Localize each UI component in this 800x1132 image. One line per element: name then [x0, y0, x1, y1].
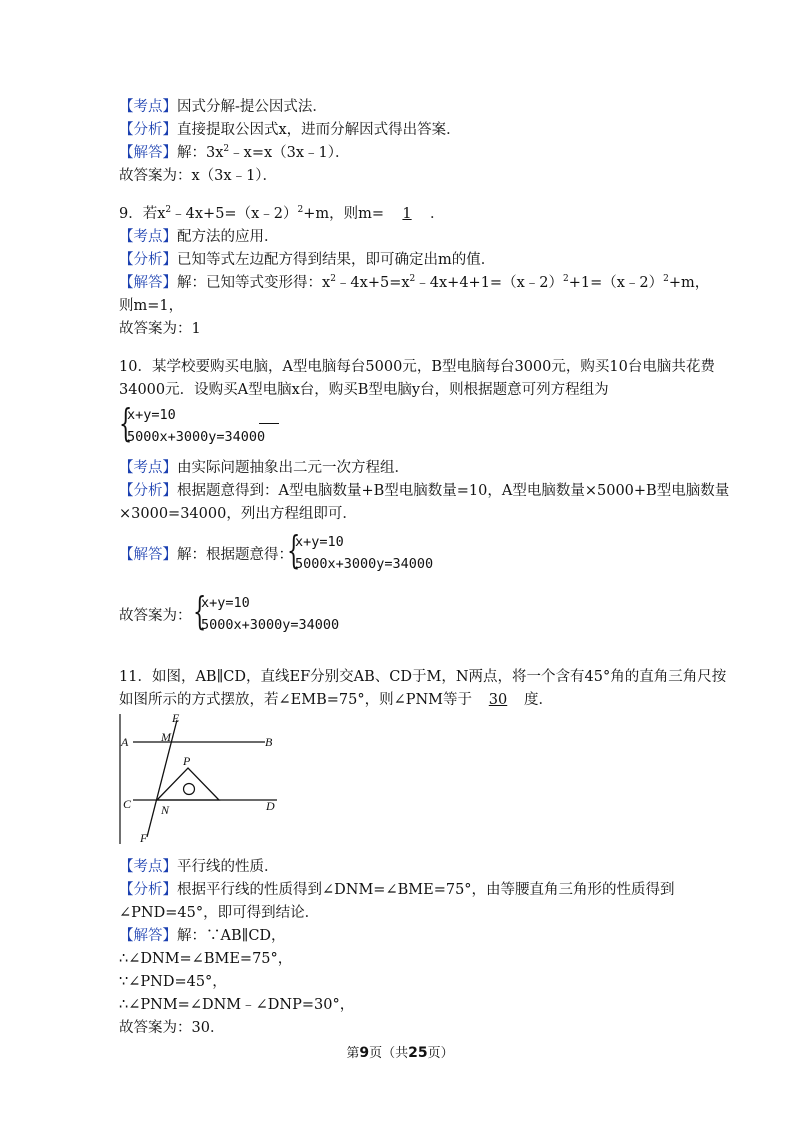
label-a: A [121, 735, 129, 749]
label-c: C [123, 797, 132, 811]
fenxi-tag: 【分析】 [119, 122, 177, 138]
q10-fenxi-1: 【分析】根据题意得到：A型电脑数量+B型电脑数量=10，A型电脑数量×5000+B型电脑数量 [119, 483, 730, 499]
q11-kaodian: 【考点】平行线的性质． [119, 859, 279, 875]
jieda-tag: 【解答】 [119, 145, 177, 161]
q8-jieda: 【解答】解：$3x^2﹣x=x(3x﹣1)$． [119, 144, 350, 161]
q10-stem-2: 34000元．设购买A型电脑x台，购买B型电脑y台，则根据题意可列方程组为 [119, 382, 609, 398]
q11-stem-2: 如图所示的方式摆放，若∠EMB=75°，则∠PNM等于 30 度． [119, 692, 554, 708]
equation-system-3: { x+y=10 5000x+3000y=34000 [193, 589, 340, 633]
q10-jieda: 【解答】解：根据题意得： [119, 547, 293, 563]
q10-fenxi-2: ×3000=34000，列出方程组即可． [119, 506, 357, 522]
page-footer: 第9页（共25页） [346, 1045, 454, 1061]
q11-step-3: ∴∠PNM=∠DNM﹣∠DNP=30°， [119, 997, 355, 1013]
label-d: D [266, 799, 275, 813]
q9-fenxi: 【分析】已知等式左边配方得到结果，即可确定出m的值． [119, 252, 496, 268]
q11-stem-1: 11．如图，AB∥CD，直线EF分别交AB、CD于M，N两点，将一个含有45°角的直角三角尺按 [119, 669, 727, 685]
brace: { [119, 401, 133, 445]
q10-kaodian: 【考点】由实际问题抽象出二元一次方程组． [119, 460, 409, 476]
q9-kaodian: 【考点】配方法的应用． [119, 229, 279, 245]
equation-system-1: { x+y=10 5000x+3000y=34000 [119, 407, 269, 451]
q10-stem-1: 10．某学校要购买电脑，A型电脑每台5000元，B型电脑每台3000元，购买10台电脑共花费 [119, 359, 715, 375]
label-m: M [161, 730, 171, 744]
geometry-figure [117, 712, 292, 847]
q11-step-2: ∵∠PND=45°， [119, 974, 227, 990]
q11-fenxi-1: 【分析】根据平行线的性质得到∠DNM=∠BME=75°，由等腰直角三角形的性质得到 [119, 882, 675, 898]
label-p: P [183, 754, 191, 768]
q10-answer: 故答案为： [119, 608, 192, 624]
q11-step-1: ∴∠DNM=∠BME=75°， [119, 951, 293, 967]
page-number: 9 [359, 1045, 370, 1061]
q9-stem: 9．若$x^2﹣4x+5=(x﹣2)^2+m$，则m= 1 ． [119, 205, 445, 222]
equation-system-2: { x+y=10 5000x+3000y=34000 [287, 528, 434, 572]
q9-answer: 故答案为：1 [119, 321, 201, 337]
q9-jieda: 【解答】解：已知等式变形得：$x^2﹣4x+5=x^2﹣4x+4+1=(x﹣2)^2+1=(x﹣2)^2+m$， [119, 274, 710, 291]
page-total: 25 [408, 1045, 428, 1061]
q11-jieda: 【解答】解：∵AB∥CD， [119, 928, 286, 944]
label-f: F [140, 831, 148, 845]
ruler-hole [184, 784, 195, 795]
q8-kaodian: 【考点】因式分解-提公因式法． [119, 99, 327, 115]
q8-fenxi: 【分析】直接提取公因式x，进而分解因式得出答案． [119, 122, 461, 138]
label-b: B [265, 735, 273, 749]
q11-fenxi-2: ∠PND=45°，即可得到结论． [119, 905, 320, 921]
q9-line2: 则m=1， [119, 298, 184, 314]
q11-answer: 故答案为：30． [119, 1020, 225, 1036]
answer-blank: 1 [402, 206, 412, 222]
kaodian-tag: 【考点】 [119, 99, 177, 115]
q8-answer: 故答案为：x（3x﹣1）． [119, 168, 278, 184]
label-n: N [161, 803, 170, 817]
label-e: E [172, 712, 180, 725]
answer-blank: 30 [488, 692, 508, 708]
